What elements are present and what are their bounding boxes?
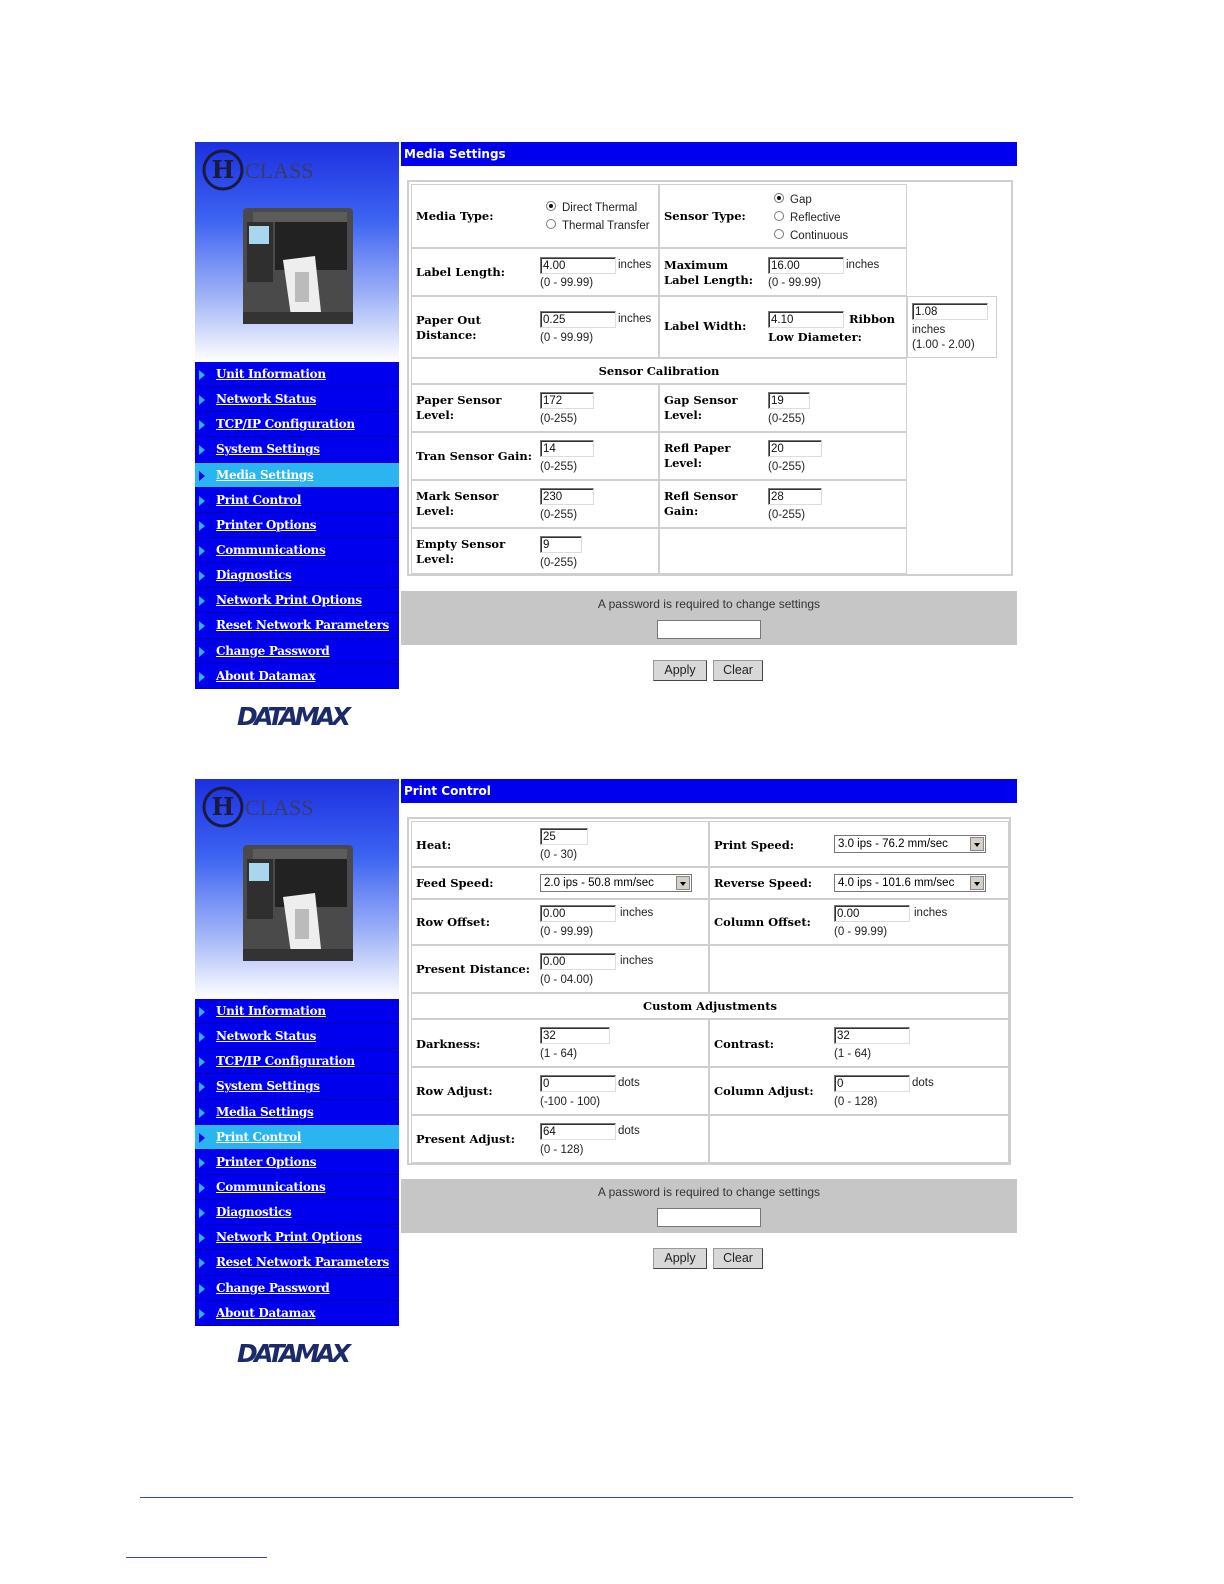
refl-sensor-label-1: Refl Sensor (664, 489, 738, 503)
refl-sensor-input[interactable]: 28 (768, 488, 822, 505)
nav-arrow-icon (199, 420, 205, 430)
sidebar-item-communications[interactable] (195, 538, 399, 563)
print-control-table (407, 817, 1011, 1165)
empty-cell (659, 528, 907, 574)
paper-out-label-2: Distance: (416, 328, 477, 342)
sidebar-item-about-datamax[interactable] (195, 1301, 399, 1326)
nav-arrow-icon (199, 571, 205, 581)
sidebar-item-label[interactable]: About Datamax (216, 668, 316, 683)
row-offset-range: (0 - 99.99) (540, 926, 594, 938)
present-distance-label: Present Distance: (416, 962, 530, 976)
present-adjust-input[interactable]: 64 (540, 1123, 616, 1140)
label-width-input[interactable]: 4.10 (768, 311, 844, 328)
sidebar-item-unit-information[interactable] (195, 999, 399, 1024)
nav-arrow-icon (199, 471, 205, 481)
apply-button[interactable]: Apply (653, 660, 707, 681)
password-input[interactable] (657, 1208, 761, 1227)
h-class-word: CLASS (245, 158, 314, 183)
page-title: Print Control (404, 784, 491, 798)
darkness-range: (1 - 64) (540, 1048, 578, 1060)
row-adjust-range: (-100 - 100) (540, 1096, 601, 1108)
sensor-calibration-header-cell (411, 358, 907, 384)
password-input[interactable] (657, 620, 761, 639)
sidebar (195, 779, 399, 1371)
ribbon-label-2: Low Diameter: (768, 330, 862, 344)
gap-sensor-range: (0-255) (768, 413, 806, 425)
empty-sensor-label-2: Level: (416, 552, 455, 566)
column-offset-input[interactable]: 0.00 (834, 905, 910, 922)
sidebar-item-tcpip-configuration[interactable] (195, 412, 399, 437)
sidebar-item-about-datamax[interactable] (195, 664, 399, 689)
sidebar-item-system-settings[interactable] (195, 437, 399, 462)
row-adjust-input[interactable]: 0 (540, 1075, 616, 1092)
refl-paper-range: (0-255) (768, 461, 806, 473)
media-settings-screenshot (195, 142, 1017, 734)
label-length-range: (0 - 99.99) (540, 277, 594, 289)
continuous-radio[interactable] (774, 229, 784, 239)
clear-button[interactable]: Clear (713, 1248, 763, 1269)
max-label-length-unit: inches (846, 259, 880, 271)
sidebar-item-label[interactable]: Communications (216, 1179, 326, 1194)
gap-sensor-label-1: Gap Sensor (664, 393, 738, 407)
column-offset-range: (0 - 99.99) (834, 926, 888, 938)
sidebar-item-label[interactable]: Diagnostics (216, 568, 292, 583)
ribbon-diameter-input[interactable]: 1.08 (912, 303, 988, 320)
print-speed-value: 3.0 ips - 76.2 mm/sec (838, 838, 948, 850)
present-adjust-range: (0 - 128) (540, 1144, 584, 1156)
sidebar-item-reset-network-parameters[interactable] (195, 613, 399, 638)
refl-paper-cell (659, 432, 907, 480)
empty-sensor-label-1: Empty Sensor (416, 537, 506, 551)
sidebar-item-communications[interactable] (195, 1175, 399, 1200)
paper-sensor-label-1: Paper Sensor (416, 393, 502, 407)
darkness-label: Darkness: (416, 1037, 481, 1051)
column-adjust-label: Column Adjust: (714, 1084, 814, 1098)
paper-sensor-input[interactable]: 172 (540, 392, 594, 409)
main-panel (401, 779, 1017, 1371)
chevron-down-icon[interactable] (970, 837, 984, 851)
refl-paper-label-2: Level: (664, 456, 703, 470)
sidebar-item-label[interactable]: Change Password (216, 643, 330, 658)
sidebar-item-label[interactable]: Network Print Options (216, 1230, 362, 1245)
present-adjust-label: Present Adjust: (416, 1132, 516, 1146)
h-class-word: CLASS (245, 795, 314, 820)
sidebar-item-network-print-options[interactable] (195, 588, 399, 613)
svg-text:DATAMAX: DATAMAX (237, 1339, 351, 1367)
custom-adjustments-header-cell (411, 993, 1009, 1019)
h-class-logo (201, 148, 321, 192)
sidebar-item-label[interactable]: TCP/IP Configuration (216, 1054, 355, 1069)
gap-radio[interactable] (774, 193, 784, 203)
sidebar-item-unit-information[interactable] (195, 362, 399, 387)
present-adjust-cell (411, 1115, 709, 1163)
sidebar-item-diagnostics[interactable] (195, 1200, 399, 1225)
label-length-cell (411, 248, 659, 296)
nav-arrow-icon (199, 1284, 205, 1294)
direct-thermal-label: Direct Thermal (562, 202, 638, 214)
paper-out-label-1: Paper Out (416, 313, 481, 327)
tran-sensor-cell (411, 432, 659, 480)
column-adjust-unit: dots (912, 1077, 934, 1089)
empty-sensor-range: (0-255) (540, 557, 578, 569)
sidebar-item-label[interactable]: Printer Options (216, 517, 317, 532)
gap-sensor-label-2: Level: (664, 408, 703, 422)
sidebar (195, 142, 399, 734)
nav-arrow-icon (199, 1208, 205, 1218)
clear-button[interactable]: Clear (713, 660, 763, 681)
sidebar-item-printer-options[interactable] (195, 1150, 399, 1175)
paper-out-unit: inches (618, 313, 652, 325)
feed-speed-select[interactable] (540, 874, 692, 892)
tran-sensor-input[interactable]: 14 (540, 440, 594, 457)
sidebar-item-label[interactable]: Print Control (216, 1129, 302, 1144)
empty-cell (709, 945, 1009, 993)
heat-cell (411, 821, 709, 867)
direct-thermal-radio[interactable] (546, 201, 556, 211)
max-label-length-label-1: Maximum (664, 258, 729, 272)
sidebar-item-network-status[interactable] (195, 1024, 399, 1049)
sidebar-item-network-print-options[interactable] (195, 1225, 399, 1250)
datamax-logo (235, 1335, 355, 1367)
sidebar-item-label[interactable]: Network Status (216, 392, 317, 407)
refl-paper-label-1: Refl Paper (664, 441, 731, 455)
sidebar-item-label[interactable]: Network Print Options (216, 593, 362, 608)
label-length-unit: inches (618, 259, 652, 271)
nav-arrow-icon (199, 1183, 205, 1193)
feed-speed-label: Feed Speed: (416, 876, 494, 890)
nav-arrow-icon (199, 647, 205, 657)
nav-arrow-icon (199, 1082, 205, 1092)
paper-out-range: (0 - 99.99) (540, 332, 594, 344)
empty-sensor-cell (411, 528, 659, 574)
page-title: Media Settings (404, 147, 506, 161)
chevron-down-icon[interactable] (970, 876, 984, 890)
nav-arrow-icon (199, 1258, 205, 1268)
gap-label: Gap (790, 194, 812, 206)
reflective-radio[interactable] (774, 211, 784, 221)
nav-arrow-icon (199, 1309, 205, 1319)
svg-text:H: H (211, 792, 235, 821)
present-adjust-unit: dots (618, 1125, 640, 1137)
paper-out-input[interactable]: 0.25 (540, 311, 616, 328)
row-offset-unit: inches (620, 907, 654, 919)
darkness-cell (411, 1019, 709, 1067)
label-width-cell (659, 296, 907, 358)
refl-sensor-range: (0-255) (768, 509, 806, 521)
nav-arrow-icon (199, 596, 205, 606)
paper-sensor-label-2: Level: (416, 408, 455, 422)
sidebar-item-print-control[interactable] (195, 1125, 399, 1150)
sidebar-nav (195, 362, 399, 689)
contrast-label: Contrast: (714, 1037, 775, 1051)
feed-speed-cell (411, 867, 709, 899)
sidebar-hero (195, 142, 399, 362)
label-length-label: Label Length: (416, 265, 505, 279)
max-label-length-cell (659, 248, 907, 296)
sidebar-item-media-settings[interactable] (195, 1100, 399, 1125)
nav-arrow-icon (199, 1158, 205, 1168)
password-notice: A password is required to change settings (597, 1185, 821, 1199)
sidebar-item-label[interactable]: About Datamax (216, 1305, 316, 1320)
thermal-transfer-label: Thermal Transfer (562, 220, 650, 232)
refl-sensor-cell (659, 480, 907, 528)
footer-rule (140, 1497, 1073, 1498)
sidebar-item-label[interactable]: Reset Network Parameters (216, 618, 389, 633)
gap-sensor-cell (659, 384, 907, 432)
sidebar-hero (195, 779, 399, 999)
present-distance-unit: inches (620, 955, 654, 967)
row-adjust-cell (411, 1067, 709, 1115)
column-adjust-range: (0 - 128) (834, 1096, 878, 1108)
sidebar-item-reset-network-parameters[interactable] (195, 1250, 399, 1275)
label-width-label: Label Width: (664, 319, 747, 333)
present-distance-cell (411, 945, 709, 993)
refl-sensor-label-2: Gain: (664, 504, 699, 518)
print-speed-cell (709, 821, 1009, 867)
sidebar-item-label[interactable]: Media Settings (216, 467, 314, 482)
row-offset-cell (411, 899, 709, 945)
reverse-speed-cell (709, 867, 1009, 899)
present-distance-input[interactable]: 0.00 (540, 953, 616, 970)
gap-sensor-input[interactable]: 19 (768, 392, 810, 409)
label-length-input[interactable]: 4.00 (540, 257, 616, 274)
sensor-type-cell (659, 184, 907, 248)
contrast-cell (709, 1019, 1009, 1067)
nav-arrow-icon (199, 445, 205, 455)
nav-arrow-icon (199, 1032, 205, 1042)
nav-arrow-icon (199, 672, 205, 682)
chevron-down-icon[interactable] (676, 876, 690, 890)
column-adjust-input[interactable]: 0 (834, 1075, 910, 1092)
mark-sensor-label-2: Level: (416, 504, 455, 518)
sidebar-item-label[interactable]: Printer Options (216, 1154, 317, 1169)
ribbon-unit: inches (912, 324, 946, 336)
sensor-calibration-heading: Sensor Calibration (598, 364, 720, 378)
sidebar-item-label[interactable]: Change Password (216, 1280, 330, 1295)
nav-arrow-icon (199, 496, 205, 506)
max-label-length-range: (0 - 99.99) (768, 277, 822, 289)
sidebar-item-label[interactable]: Media Settings (216, 1104, 314, 1119)
empty-cell (709, 1115, 1009, 1163)
mark-sensor-cell (411, 480, 659, 528)
password-notice: A password is required to change settings (597, 597, 821, 611)
sidebar-item-print-control[interactable] (195, 488, 399, 513)
svg-text:H: H (211, 155, 235, 184)
svg-text:DATAMAX: DATAMAX (237, 702, 351, 730)
nav-arrow-icon (199, 370, 205, 380)
column-offset-unit: inches (914, 907, 948, 919)
nav-arrow-icon (199, 521, 205, 531)
column-offset-cell (709, 899, 1009, 945)
heat-input[interactable]: 25 (540, 828, 588, 845)
contrast-input[interactable]: 32 (834, 1027, 910, 1044)
sidebar-item-label[interactable]: Diagnostics (216, 1205, 292, 1220)
sidebar-nav (195, 999, 399, 1326)
print-speed-select[interactable] (834, 835, 986, 853)
heat-range: (0 - 30) (540, 849, 578, 861)
thermal-transfer-radio[interactable] (546, 219, 556, 229)
darkness-input[interactable]: 32 (540, 1027, 610, 1044)
column-offset-label: Column Offset: (714, 915, 811, 929)
sidebar-item-label[interactable]: Reset Network Parameters (216, 1255, 389, 1270)
row-offset-label: Row Offset: (416, 915, 490, 929)
nav-arrow-icon (199, 546, 205, 556)
media-type-cell (411, 184, 659, 248)
feed-speed-value: 2.0 ips - 50.8 mm/sec (544, 877, 654, 889)
mark-sensor-input[interactable]: 230 (540, 488, 594, 505)
present-distance-range: (0 - 04.00) (540, 974, 594, 986)
empty-sensor-input[interactable]: 9 (540, 536, 582, 553)
sidebar-item-printer-options[interactable] (195, 513, 399, 538)
ribbon-label-1: Ribbon (849, 312, 896, 326)
sidebar-item-label[interactable]: System Settings (216, 442, 320, 457)
password-band (401, 1179, 1017, 1233)
sidebar-item-label[interactable]: System Settings (216, 1079, 320, 1094)
sidebar-item-label[interactable]: Unit Information (216, 367, 326, 381)
datamax-logo (235, 698, 355, 730)
printer-image (235, 837, 361, 969)
tran-sensor-range: (0-255) (540, 461, 578, 473)
paper-sensor-cell (411, 384, 659, 432)
nav-arrow-icon (199, 1057, 205, 1067)
paper-out-cell (411, 296, 659, 358)
nav-arrow-icon (199, 1133, 205, 1143)
nav-arrow-icon (199, 1007, 205, 1017)
sidebar-item-tcpip-configuration[interactable] (195, 1049, 399, 1074)
row-offset-input[interactable]: 0.00 (540, 905, 616, 922)
sidebar-item-system-settings[interactable] (195, 1074, 399, 1099)
continuous-label: Continuous (790, 230, 849, 242)
paper-sensor-range: (0-255) (540, 413, 578, 425)
nav-arrow-icon (199, 621, 205, 631)
heat-label: Heat: (416, 838, 452, 852)
h-class-logo (201, 785, 321, 829)
max-label-length-label-2: Label Length: (664, 273, 753, 287)
sidebar-item-media-settings[interactable] (195, 463, 399, 488)
sidebar-item-network-status[interactable] (195, 387, 399, 412)
reverse-speed-select[interactable] (834, 874, 986, 892)
sidebar-item-change-password[interactable] (195, 639, 399, 664)
contrast-range: (1 - 64) (834, 1048, 872, 1060)
sidebar-item-label[interactable]: Network Status (216, 1029, 317, 1044)
sidebar-item-label[interactable]: Communications (216, 542, 326, 557)
sidebar-item-diagnostics[interactable] (195, 563, 399, 588)
main-panel (401, 142, 1017, 734)
nav-arrow-icon (199, 395, 205, 405)
apply-button[interactable]: Apply (653, 1248, 707, 1269)
page-title-bar (401, 142, 1017, 166)
tran-sensor-label: Tran Sensor Gain: (416, 449, 533, 463)
page-title-bar (401, 779, 1017, 803)
row-adjust-unit: dots (618, 1077, 640, 1089)
sidebar-item-label[interactable]: TCP/IP Configuration (216, 417, 355, 432)
mark-sensor-label-1: Mark Sensor (416, 489, 499, 503)
reflective-label: Reflective (790, 212, 841, 224)
reverse-speed-value: 4.0 ips - 101.6 mm/sec (838, 877, 955, 889)
sidebar-item-label[interactable]: Unit Information (216, 1004, 326, 1018)
mark-sensor-range: (0-255) (540, 509, 578, 521)
column-adjust-cell (709, 1067, 1009, 1115)
sensor-type-label: Sensor Type: (664, 209, 746, 223)
refl-paper-input[interactable]: 20 (768, 440, 822, 457)
row-adjust-label: Row Adjust: (416, 1084, 493, 1098)
ribbon-range: (1.00 - 2.00) (912, 339, 975, 351)
sidebar-item-change-password[interactable] (195, 1276, 399, 1301)
max-label-length-input[interactable]: 16.00 (768, 257, 844, 274)
ribbon-value-cell (907, 296, 997, 358)
reverse-speed-label: Reverse Speed: (714, 876, 812, 890)
printer-image (235, 200, 361, 332)
custom-adjustments-heading: Custom Adjustments (642, 999, 778, 1013)
media-settings-table (407, 180, 1013, 576)
print-control-screenshot (195, 779, 1017, 1371)
password-band (401, 591, 1017, 645)
nav-arrow-icon (199, 1233, 205, 1243)
media-type-label: Media Type: (416, 209, 494, 223)
footnote-rule (126, 1557, 267, 1558)
sidebar-item-label[interactable]: Print Control (216, 492, 302, 507)
print-speed-label: Print Speed: (714, 838, 795, 852)
nav-arrow-icon (199, 1108, 205, 1118)
